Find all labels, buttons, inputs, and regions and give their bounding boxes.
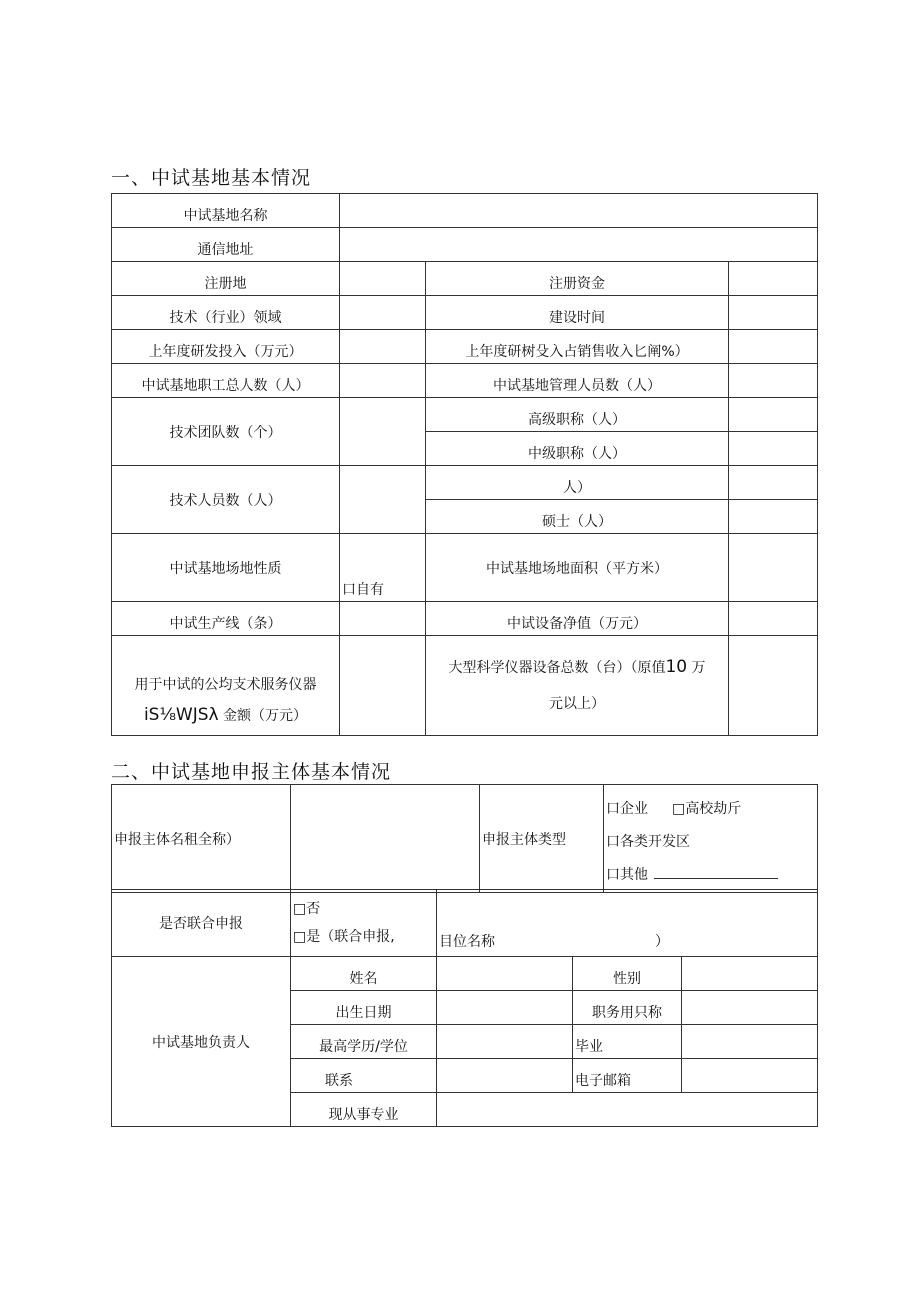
- checkbox-site-own[interactable]: 口自有: [340, 534, 426, 602]
- input-reg-capital[interactable]: [729, 262, 818, 296]
- label-reg-capital: 注册资金: [426, 262, 729, 296]
- input-rd-input[interactable]: [340, 330, 426, 364]
- label-contact: 联系: [291, 1059, 437, 1093]
- input-major[interactable]: [437, 1093, 818, 1127]
- label-rd-ratio: 上年度研树殳入占销售收入匕阐%）: [426, 330, 729, 364]
- large-instr-wan: 万: [691, 660, 706, 676]
- label-instrument: [112, 636, 340, 736]
- input-title[interactable]: [682, 991, 818, 1025]
- input-site-area[interactable]: [729, 534, 818, 602]
- label-site-nature: 中试基地场地性质: [112, 534, 340, 602]
- label-staff-total: 中试基地职工总人数（人）: [112, 364, 340, 398]
- input-other-type[interactable]: [654, 866, 778, 879]
- label-email: 电子邮箱: [573, 1059, 682, 1093]
- checkbox-joint-no[interactable]: □否: [293, 901, 321, 917]
- section2-heading: 二、中试基地申报主体基本情况: [111, 761, 392, 783]
- label-site-area: 中试基地场地面积（平方米）: [426, 534, 729, 602]
- label-major: 现从事专业: [291, 1093, 437, 1127]
- instrument-line2: [114, 700, 337, 731]
- input-degree[interactable]: [437, 1025, 573, 1059]
- label-graduate: 毕业: [573, 1025, 682, 1059]
- input-name[interactable]: [437, 957, 573, 991]
- label-mgmt-staff: 中试基地管理人员数（人）: [426, 364, 729, 398]
- applicant-type-options: [604, 785, 818, 893]
- label-equip-value: 中试设备净值（万元）: [426, 602, 729, 636]
- label-build-time: 建设时间: [426, 296, 729, 330]
- instrument-garbled: iS⅛WJSλ: [143, 705, 219, 725]
- label-tech-field: 技术（行业）领域: [112, 296, 340, 330]
- checkbox-joint-yes[interactable]: □是（联合申报,: [293, 929, 395, 945]
- input-base-name[interactable]: [340, 194, 818, 228]
- input-master[interactable]: [729, 500, 818, 534]
- input-rd-ratio[interactable]: [729, 330, 818, 364]
- label-joint-unit: 目位名称: [439, 934, 495, 950]
- input-middle-title[interactable]: [729, 432, 818, 466]
- label-team-count: 技术团队数（个）: [112, 398, 340, 466]
- input-senior-title[interactable]: [729, 398, 818, 432]
- label-pilot-lines: 中试生产线（条）: [112, 602, 340, 636]
- input-reg-place[interactable]: [340, 262, 426, 296]
- applicant-table-joint: [111, 889, 818, 957]
- input-staff-total[interactable]: [340, 364, 426, 398]
- label-senior-title: 高级职称（人）: [426, 398, 729, 432]
- checkbox-other[interactable]: 口其他: [606, 867, 648, 883]
- checkbox-devzone[interactable]: 口各类开发区: [606, 834, 690, 850]
- large-instr-line1: 大型科学仪器设备总数（台）（原值10 万: [448, 657, 706, 677]
- section1-heading: 一、中试基地基本情况: [111, 167, 312, 189]
- input-email[interactable]: [682, 1059, 818, 1093]
- input-contact[interactable]: [437, 1059, 573, 1093]
- label-applicant-type: 申报主体类型: [480, 785, 604, 893]
- input-mgmt-staff[interactable]: [729, 364, 818, 398]
- label-birth: 出生日期: [291, 991, 437, 1025]
- input-doctor[interactable]: [729, 466, 818, 500]
- label-doctor: 人）: [426, 466, 729, 500]
- label-title: 职务用只称: [573, 991, 682, 1025]
- input-gender[interactable]: [682, 957, 818, 991]
- input-address[interactable]: [340, 228, 818, 262]
- input-large-instr[interactable]: [729, 636, 818, 736]
- instrument-amount: 金额（万元）: [218, 708, 308, 724]
- label-gender: 性别: [573, 957, 682, 991]
- input-tech-staff[interactable]: [340, 466, 426, 534]
- label-large-instr: [426, 636, 729, 736]
- checkbox-enterprise[interactable]: 口企业: [606, 801, 648, 817]
- input-pilot-lines[interactable]: [340, 602, 426, 636]
- large-instr-number: 10: [665, 657, 688, 677]
- label-applicant-name: 申报主体名租全称）: [112, 785, 291, 893]
- label-base-name: 中试基地名称: [112, 194, 340, 228]
- label-leader: 中试基地负责人: [112, 957, 291, 1127]
- label-degree: 最高学历/学位: [291, 1025, 437, 1059]
- input-team-count[interactable]: [340, 398, 426, 466]
- input-birth[interactable]: [437, 991, 573, 1025]
- input-applicant-name[interactable]: [291, 785, 480, 893]
- label-master: 硕士（人）: [426, 500, 729, 534]
- joint-unit-close: ）: [655, 934, 669, 950]
- applicant-table-top: [111, 784, 818, 893]
- label-reg-place: 注册地: [112, 262, 340, 296]
- joint-unit: [437, 890, 818, 957]
- label-joint: 是否联合申报: [112, 890, 291, 957]
- checkbox-university[interactable]: □高校劫斤: [672, 801, 742, 817]
- label-address: 通信地址: [112, 228, 340, 262]
- label-tech-staff: 技术人员数（人）: [112, 466, 340, 534]
- instrument-line1: 用于中试的公均支术服务仪器: [134, 677, 317, 693]
- input-equip-value[interactable]: [729, 602, 818, 636]
- large-instr-line2: 元以上）: [549, 696, 605, 712]
- base-info-table: [111, 193, 818, 736]
- label-name: 姓名: [291, 957, 437, 991]
- input-graduate[interactable]: [682, 1025, 818, 1059]
- joint-options: [291, 890, 437, 957]
- label-rd-input: 上年度研发投入（万元）: [112, 330, 340, 364]
- input-build-time[interactable]: [729, 296, 818, 330]
- input-instrument[interactable]: [340, 636, 426, 736]
- input-tech-field[interactable]: [340, 296, 426, 330]
- label-middle-title: 中级职称（人）: [426, 432, 729, 466]
- leader-table: [111, 956, 818, 1127]
